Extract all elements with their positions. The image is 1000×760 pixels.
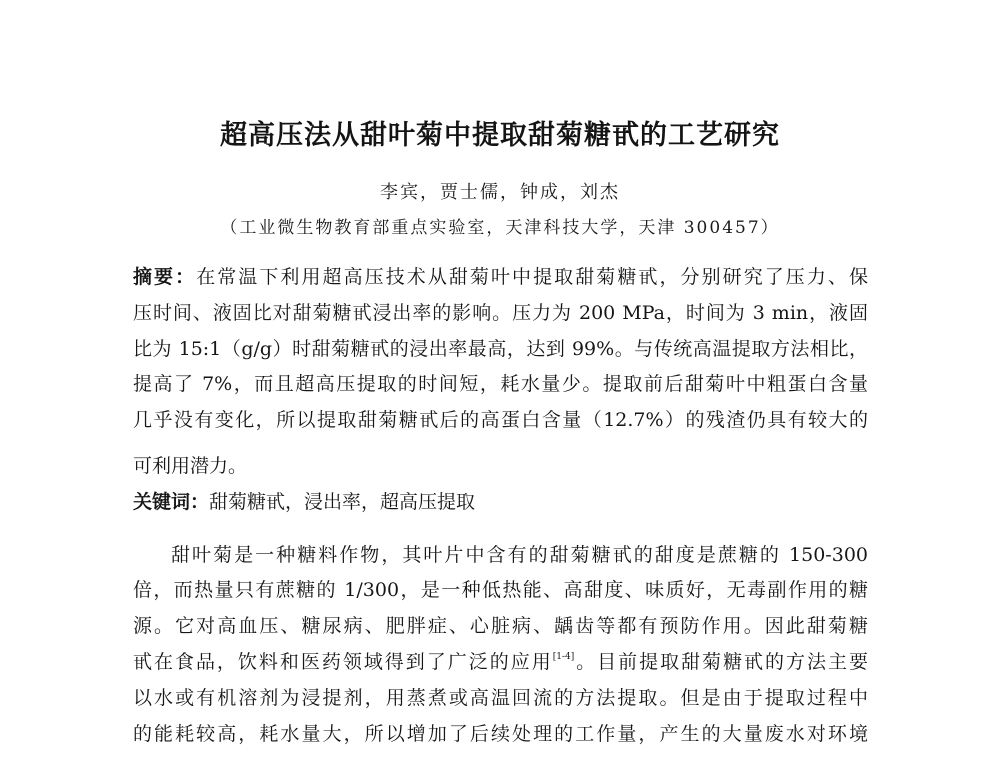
body-line: 以水或有机溶剂为浸提剂，用蒸煮或高温回流的方法提取。但是由于提取过程中 xyxy=(133,687,868,709)
body-line xyxy=(133,649,868,679)
affiliation: （工业微生物教育部重点实验室，天津科技大学，天津 300457） xyxy=(220,218,780,238)
author-list: 李宾，贾士儒，钟成，刘杰 xyxy=(380,182,620,203)
body-text: 甙在食品，饮料和医药领域得到了广泛的应用 xyxy=(133,651,553,673)
paper-title: 超高压法从甜叶菊中提取甜菊糖甙的工艺研究 xyxy=(220,120,780,151)
abstract-text: 在常温下利用超高压技术从甜菊叶中提取甜菊糖甙，分别研究了压力、保 xyxy=(196,266,868,288)
abstract-line: 几乎没有变化，所以提取甜菊糖甙后的高蛋白含量（12.7%）的残渣仍具有较大的 xyxy=(133,409,868,431)
abstract-line xyxy=(133,264,868,290)
body-line: 甜叶菊是一种糖料作物，其叶片中含有的甜菊糖甙的甜度是蔗糖的 150-300 xyxy=(171,544,868,566)
body-text: 。目前提取甜菊糖甙的方法主要 xyxy=(574,651,868,673)
body-line: 的能耗较高，耗水量大，所以增加了后续处理的工作量，产生的大量废水对环境 xyxy=(133,723,868,745)
abstract-label: 摘要： xyxy=(133,266,197,288)
abstract-line: 比为 15:1（g/g）时甜菊糖甙的浸出率最高，达到 99%。与传统高温提取方法相比， xyxy=(133,338,868,360)
keywords-line xyxy=(133,489,868,515)
citation-reference: [1-4] xyxy=(552,652,575,662)
keywords-label: 关键词： xyxy=(133,491,210,513)
abstract-line: 提高了 7%，而且超高压提取的时间短，耗水量少。提取前后甜菊叶中粗蛋白含量 xyxy=(133,373,868,395)
abstract-line: 可利用潜力。 xyxy=(133,455,248,477)
body-line: 源。它对高血压、糖尿病、肥胖症、心脏病、龋齿等都有预防作用。因此甜菊糖 xyxy=(133,615,868,637)
keywords-text: 甜菊糖甙，浸出率，超高压提取 xyxy=(209,491,476,513)
abstract-line: 压时间、液固比对甜菊糖甙浸出率的影响。压力为 200 MPa，时间为 3 min，液固 xyxy=(133,302,868,324)
body-line: 倍，而热量只有蔗糖的 1/300，是一种低热能、高甜度、味质好，无毒副作用的糖 xyxy=(133,579,868,601)
